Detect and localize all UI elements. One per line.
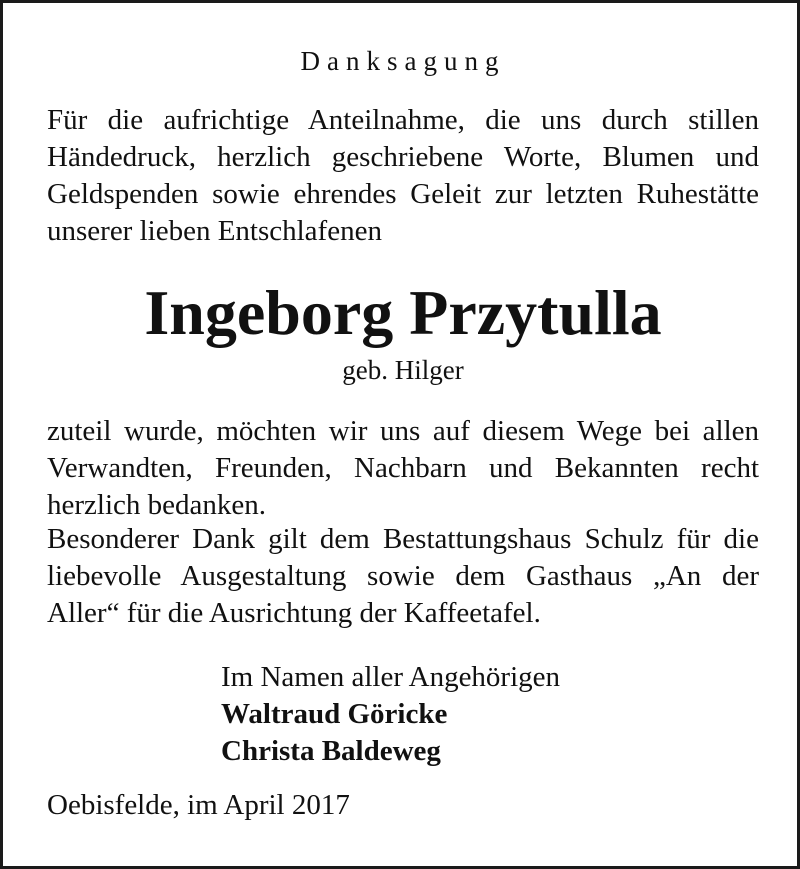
signoff-intro: Im Namen aller Angehörigen — [221, 661, 561, 693]
paragraph-line: Geldspenden sowie ehrendes Geleit zur letzten Ruhestätte — [47, 178, 759, 210]
thanks-paragraph-special — [47, 521, 759, 632]
paragraph-line: Besonderer Dank gilt dem Bestattungshaus Schulz für die — [47, 523, 759, 555]
paragraph-line: herzlich bedanken. — [47, 489, 267, 521]
notice-heading: Danksagung — [300, 46, 506, 76]
paragraph-line: unserer lieben Entschlafenen — [47, 215, 382, 247]
paragraph-line: Für die aufrichtige Anteilnahme, die uns durch stillen — [47, 104, 759, 136]
paragraph-line: Händedruck, herzlich geschriebene Worte, Blumen und — [47, 141, 759, 173]
signer-name: Christa Baldeweg — [221, 735, 441, 767]
signoff-block — [221, 659, 560, 770]
paragraph-line: liebevolle Ausgestaltung sowie dem Gasthaus „An der — [47, 560, 759, 592]
place-and-date: Oebisfelde, im April 2017 — [47, 789, 350, 821]
paragraph-line: zuteil wurde, möchten wir uns auf diesem Wege bei allen — [47, 415, 759, 447]
thanks-paragraph-main — [47, 413, 759, 524]
deceased-maiden-name: geb. Hilger — [342, 355, 464, 385]
deceased-name: Ingeborg Przytulla — [144, 277, 662, 348]
paragraph-line: Verwandten, Freunden, Nachbarn und Bekannten recht — [47, 452, 759, 484]
paragraph-line: Aller“ für die Ausrichtung der Kaffeetafel. — [47, 597, 541, 629]
signer-name: Waltraud Göricke — [221, 698, 448, 730]
thanks-paragraph-intro — [47, 102, 759, 250]
